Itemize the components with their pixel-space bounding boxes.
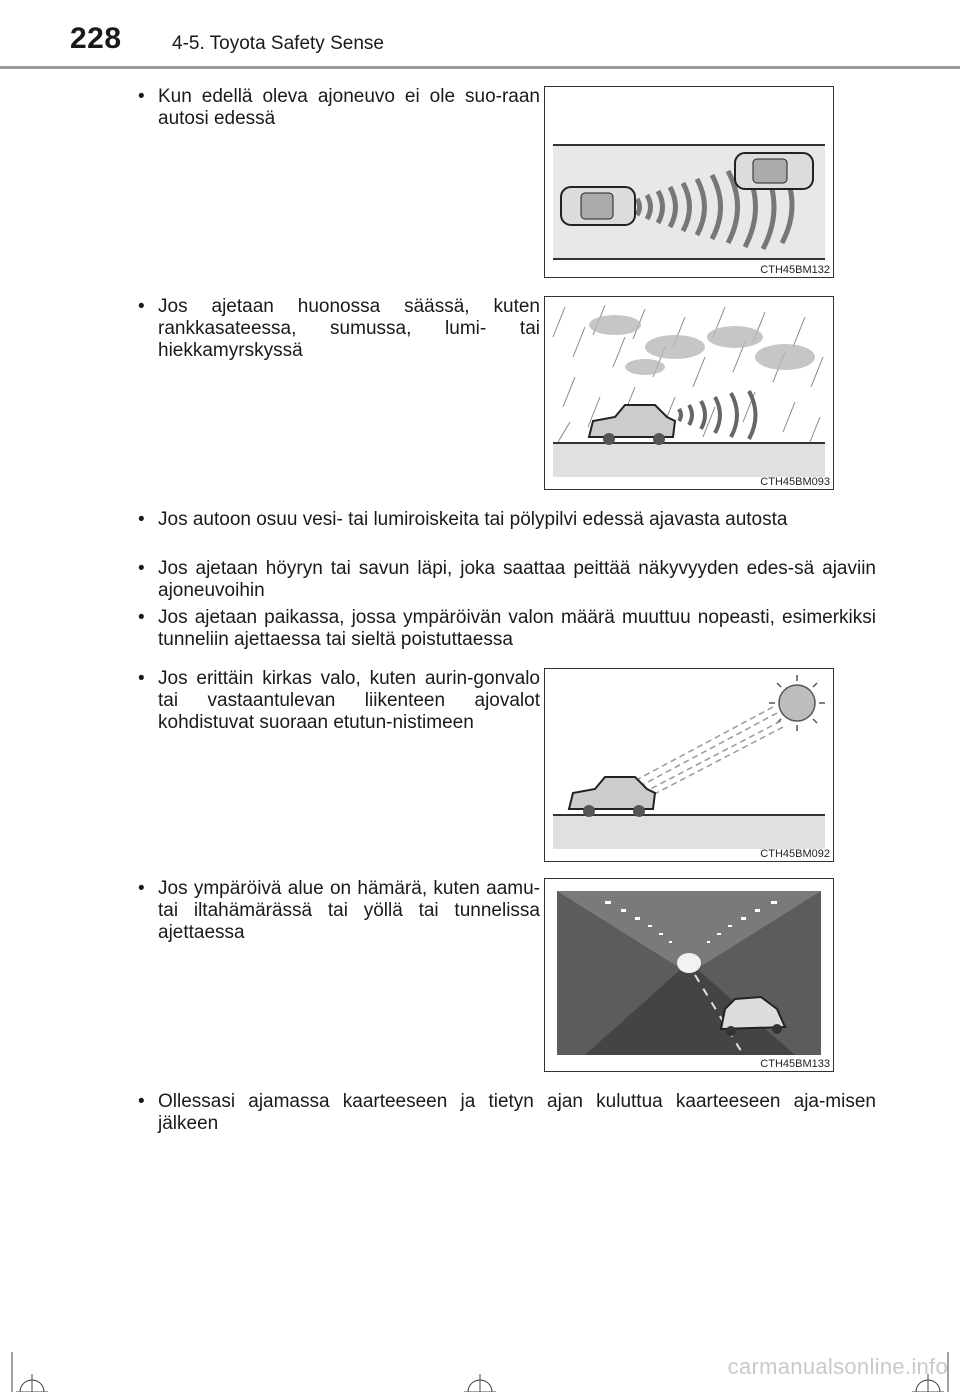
bullet-item: • Ollessasi ajamassa kaarteeseen ja tietyn ajan kuluttua kaarteeseen aja-misen jälkeen <box>136 1091 876 1135</box>
car-ahead-icon <box>735 153 813 189</box>
road-surface <box>553 815 825 849</box>
bullet-item: • Kun edellä oleva ajoneuvo ei ole suo-raan autosi edessä <box>136 86 540 130</box>
bullet-item: • Jos ajetaan paikassa, jossa ympäröivän valon määrä muuttuu nopeasti, esimerkiksi tunneliin ajettaessa tai sieltä poistuttaessa <box>136 607 876 651</box>
offset-vehicle-illustration <box>545 87 833 277</box>
road-surface <box>553 443 825 477</box>
bright-light-illustration <box>545 669 833 861</box>
bullet-item: • Jos ympäröivä alue on hämärä, kuten aamu- tai iltahämärässä tai yöllä tai tunnelissa ajettaessa <box>136 878 540 944</box>
watermark: carmanualsonline.info <box>727 1354 948 1379</box>
bullet-item: • Jos ajetaan huonossa säässä, kuten rankkasateessa, sumussa, lumi- tai hiekkamyrskyssä <box>136 296 540 362</box>
car-side-icon <box>569 777 655 817</box>
light-beam-icon <box>627 707 783 801</box>
figure-code: CTH45BM092 <box>760 848 830 860</box>
figure-code: CTH45BM093 <box>760 476 830 488</box>
page-number: 228 <box>70 22 122 55</box>
header-divider <box>0 66 960 69</box>
figure-tunnel <box>544 878 834 1072</box>
bullet-item: • Jos autoon osuu vesi- tai lumiroiskeita tai pölypilvi edessä ajavasta autosta <box>136 509 876 531</box>
section-title: 4-5. Toyota Safety Sense <box>172 33 384 54</box>
radar-waves-icon <box>679 391 756 439</box>
bullet-item: • Jos ajetaan höyryn tai savun läpi, joka saattaa peittää näkyvyyden edes-sä ajaviin ajoneuvoihin <box>136 558 876 602</box>
car-side-icon <box>589 405 675 445</box>
figure-bad-weather <box>544 296 834 490</box>
tunnel-exit-light <box>677 953 701 973</box>
figure-code: CTH45BM132 <box>760 264 830 276</box>
tunnel-illustration <box>545 879 833 1071</box>
car-ego-icon <box>561 187 635 225</box>
figure-bright-light <box>544 668 834 862</box>
fog-cloud-icon <box>589 315 815 375</box>
figure-offset-vehicle <box>544 86 834 278</box>
figure-code: CTH45BM133 <box>760 1058 830 1070</box>
bad-weather-illustration <box>545 297 833 489</box>
bullet-item: • Jos erittäin kirkas valo, kuten aurin-gonvalo tai vastaantulevan liikenteen ajovalot kohdistuvat suoraan etutun-nistimeen <box>136 668 540 734</box>
